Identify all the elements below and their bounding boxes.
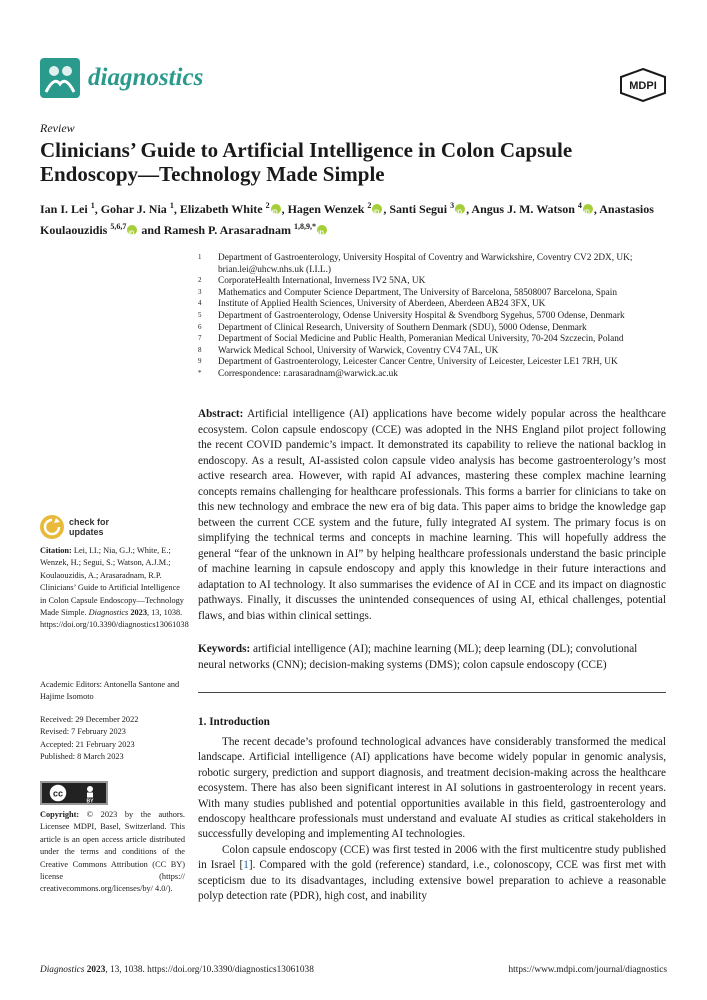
affiliation-text: Warwick Medical School, University of Warwick, Coventry CV4 7AL, UK (218, 345, 499, 356)
affiliation-text: Correspondence: r.arasaradnam@warwick.ac.uk (218, 368, 398, 379)
author-affiliation-marker: 1 (90, 201, 95, 210)
author-separator: , (281, 202, 288, 216)
author-affiliation-marker: 5,6,7 (110, 222, 127, 231)
affiliation-item (198, 276, 668, 288)
academic-editors: Academic Editors: Antonella Santone and Hajime Isomoto (40, 680, 180, 702)
orcid-icon[interactable] (317, 225, 327, 235)
footer-citation (40, 965, 314, 975)
paragraph: The recent decade’s profound technological advances have considerably transformed the medical landscape. Artificial intelligence (AI) applications have become widely popular in genomic analysis, robotic surgery, prediction and support diagnosis, and treatment decision-making across the healthcare ecosystem. There has also been significant interest in AI solutions in gastroenterology in recent years. With many studies published and potential opportunities available in this field, gastroenterology and endoscopy healthcare professionals must understand and evaluate AI studies as critical stakeholders in successfully developing and implementing AI technologies. (198, 736, 666, 841)
journal-logo-icon (40, 58, 80, 98)
affiliation-number: 2 (198, 276, 202, 285)
date-revised: Revised: 7 February 2023 (40, 727, 126, 737)
author-affiliation-marker: 1 (169, 201, 174, 210)
author-affiliation-marker: 3 (450, 201, 455, 210)
date-published: Published: 8 March 2023 (40, 752, 124, 762)
affiliation-number: 6 (198, 322, 202, 331)
author-separator: , (173, 202, 180, 216)
affiliation-number: 9 (198, 357, 202, 366)
check-updates-line2: updates (69, 527, 104, 537)
keywords-text: artificial intelligence (AI); machine learning (ML); deep learning (DL); convolutional neural networks (CNN); decision-making systems (DMS); colon capsule endoscopy (CCE) (198, 643, 638, 671)
copyright-label: Copyright: (40, 810, 80, 819)
author-name[interactable]: Santi Segui (389, 202, 448, 216)
affiliation-number: 8 (198, 345, 202, 354)
author-affiliation-marker: 2 (367, 201, 372, 210)
affiliation-text: Department of Clinical Research, University of Southern Denmark (SDU), 5000 Odense, Denmark (218, 322, 587, 333)
affiliation-text: Department of Gastroenterology, Odense University Hospital & Svendborg Sygehus, 5700 Odense, Denmark (218, 310, 625, 321)
affiliation-number: 5 (198, 310, 202, 319)
abstract-label: Abstract: (198, 408, 244, 420)
author-name[interactable]: Hagen Wenzek (287, 202, 365, 216)
author-name[interactable]: Ramesh P. Arasaradnam (163, 223, 291, 237)
author-separator: and (138, 223, 164, 237)
affiliation-item (198, 323, 668, 335)
check-updates-icon (40, 515, 64, 539)
affiliation-item (198, 299, 668, 311)
copyright-text: © 2023 by the authors. Licensee MDPI, Basel, Switzerland. This article is an open access article distributed under the terms and conditions of the Creative Commons Attribution (CC BY) license (https:// creativecommons.org/licenses/by/ 4.0/). (40, 810, 185, 894)
affiliation-item (198, 334, 668, 346)
affiliation-number: 3 (198, 287, 202, 296)
affiliation-item (198, 346, 668, 358)
check-updates-line1: check for (69, 517, 110, 527)
affiliation-text: Institute of Applied Health Sciences, University of Aberdeen, Aberdeen AB24 3FX, UK (218, 299, 546, 310)
author-separator: , (593, 202, 600, 216)
footer-year: 2023 (86, 965, 106, 975)
affiliation-text: Mathematics and Computer Science Department, The University of Barcelona, 58508007 Barcelona, Spain (218, 287, 617, 298)
affiliation-number: * (198, 368, 202, 377)
cc-by-icon (80, 783, 100, 803)
orcid-icon[interactable] (271, 204, 281, 214)
orcid-icon[interactable] (127, 225, 137, 235)
footer-journal: Diagnostics (40, 965, 85, 975)
mdpi-logo[interactable] (619, 68, 667, 102)
section-divider (198, 692, 666, 693)
author-affiliation-marker: 2 (265, 201, 270, 210)
article-title: Clinicians’ Guide to Artificial Intelligence in Colon Capsule Endoscopy—Technology Made Simple (40, 138, 573, 186)
affiliation-text: Department of Gastroenterology, Leicester Cancer Centre, University of Leicester, Leicester LE1 7RH, UK (218, 357, 618, 368)
introduction-body (198, 735, 666, 904)
citation-doi-link[interactable]: https://doi.org/10.3390/diagnostics13061038 (40, 620, 189, 630)
cc-icon (48, 783, 68, 803)
abstract-text: Artificial intelligence (AI) applications have become widely popular across the healthcare ecosystem. Colon capsule endoscopy (CCE) was adopted in the NHS England pilot project following the recent COVID pandemic’s impact. It demonstrated its capability to relieve the national backlog in endoscopy. As a result, AI-assisted colon capsule video analysis has become gastroenterology’s most active research area. However, with rapid AI advances, mastering these complex machine learning concepts remains challenging for healthcare professionals. This forms a barrier for clinicians to take on this new technology and embrace the new era of big data. This paper aims to bridge the knowledge gap between the current CCE system and the future, fully integrated AI system. The primary focus is on simplifying the technical terms and concepts in machine learning. This will hopefully address the general “fear of the unknown in AI” by helping healthcare professionals understand the basic principle of machine learning in capsule endoscopy and apply this knowledge in their future interactions and adaptation to AI technology. It also summarises the evidence of AI in CCE and its impact on diagnostic pathways. Finally, it discusses the unintended consequences of using AI, ethical challenges, potential flaws, and bias within clinical settings. (198, 408, 666, 622)
keywords-label: Keywords: (198, 643, 251, 655)
section-heading-introduction: 1. Introduction (198, 716, 270, 728)
affiliation-list (198, 253, 668, 381)
affiliation-text: CorporateHealth International, Inverness IV2 5NA, UK (218, 276, 426, 287)
page-footer (40, 965, 667, 975)
footer-journal-link[interactable]: https://www.mdpi.com/journal/diagnostics (508, 965, 667, 975)
cc-label: cc (52, 788, 64, 799)
affiliation-number: 1 (198, 253, 202, 261)
article-type: Review (40, 121, 75, 135)
author-separator: , (383, 202, 390, 216)
citation-year: 2023 (130, 608, 147, 618)
author-name[interactable]: Angus J. M. Watson (471, 202, 575, 216)
orcid-icon[interactable] (372, 204, 382, 214)
orcid-icon[interactable] (455, 204, 465, 214)
affiliation-text: Department of Gastroenterology, University Hospital of Coventry and Warwickshire, Coventry CV2 2DX, UK; brian.lei@uhcw.nhs.uk (I.I.L.) (218, 253, 633, 275)
affiliation-item (198, 357, 668, 369)
copyright-notice (40, 809, 185, 896)
affiliation-text: Department of Social Medicine and Public Health, Pomeranian Medical University, 70-204 Szczecin, Poland (218, 334, 624, 345)
author-name[interactable]: Elizabeth White (179, 202, 263, 216)
author-affiliation-marker: 1,8,9,* (293, 222, 316, 231)
paragraph (198, 843, 666, 905)
cc-by-label: BY (86, 798, 94, 803)
author-separator: , (94, 202, 101, 216)
affiliation-item (198, 369, 668, 381)
author-separator: , (466, 202, 472, 216)
date-accepted: Accepted: 21 February 2023 (40, 739, 135, 749)
affiliation-number: 4 (198, 299, 202, 308)
reference-link[interactable]: 1 (243, 859, 249, 872)
date-received: Received: 29 December 2022 (40, 715, 139, 724)
citation-block (40, 545, 189, 632)
check-for-updates-button[interactable] (40, 515, 109, 539)
affiliation-number: 7 (198, 334, 202, 343)
affiliation-item (198, 311, 668, 323)
cc-license-badge[interactable] (40, 781, 108, 805)
paragraph-text: ]. Compared with the gold (reference) standard, i.e., colonoscopy, CCE was first met with scepticism due to its disadvantages, including extensive bowel preparation to achieve a reasonable polyp detection rate (PDR), high cost, and inability (198, 859, 666, 903)
publisher-name: MDPI (629, 80, 657, 92)
author-list (40, 197, 680, 239)
article-dates (40, 714, 185, 764)
affiliation-item (198, 253, 668, 276)
keywords (198, 642, 666, 673)
citation-label: Citation: (40, 546, 72, 555)
author-name[interactable]: Anastasios Koulaouzidis (40, 202, 654, 237)
author-name[interactable]: Ian I. Lei (40, 202, 88, 216)
orcid-icon[interactable] (583, 204, 593, 214)
paragraph-text: Colon capsule endoscopy (CCE) was first tested in 2006 with the first multicentre study published in Israel [ (198, 843, 666, 872)
footer-citation-rest: , 13, 1038. https://doi.org/10.3390/diagnostics13061038 (105, 965, 314, 975)
abstract (198, 407, 666, 624)
author-name[interactable]: Gohar J. Nia (100, 202, 167, 216)
affiliation-item (198, 288, 668, 300)
journal-name: diagnostics (88, 64, 204, 91)
citation-volume: , 13, 1038. (146, 608, 183, 618)
journal-logo[interactable] (40, 58, 203, 98)
citation-text: Lei, I.I.; Nia, G.J.; White, E.; Wenzek, H.; Segui, S.; Watson, A.J.M.; Koulaouzidis, A.; Arasaradnam, R.P. Clinicians’ Guide to Artificial Intelligence in Colon Capsule Endoscopy—Technology Made Simple. (40, 546, 184, 618)
citation-journal: Diagnostics (88, 608, 129, 618)
author-affiliation-marker: 4 (577, 201, 582, 210)
